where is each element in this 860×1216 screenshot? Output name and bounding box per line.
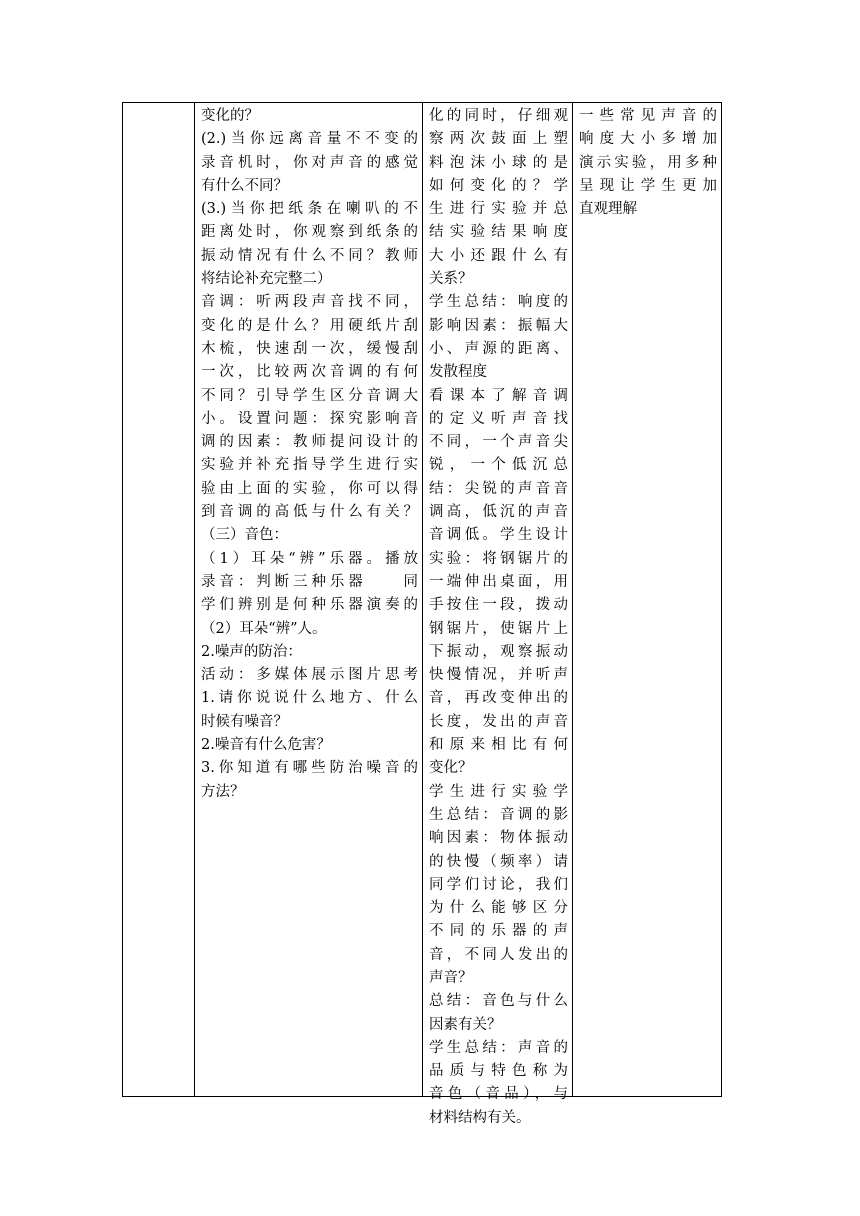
text-line: 木梳，快速刮一次，缓慢刮 — [201, 340, 418, 357]
table-column-student-activity — [423, 103, 573, 1126]
text-line: 变化？ — [429, 760, 473, 777]
text-line: 学们辨别是何种乐器演奏的 — [201, 597, 418, 614]
text-line: 一次，比较两次音调的有何 — [201, 364, 418, 381]
text-line: 一些常见声音的 — [579, 108, 717, 124]
text-line: 影响因素：振幅大 — [429, 317, 568, 334]
text-line: 下振动，观察振动 — [429, 643, 568, 660]
text-line: 有什么不同？ — [201, 177, 288, 194]
text-line: 验由上面的实验，你可以得 — [201, 480, 418, 497]
text-line: (3.)当你把纸条在喇叭的不 — [201, 201, 418, 218]
text-line: 变化的是什么？用硬纸片刮 — [201, 317, 418, 334]
text-line: 钢锯片，使锯片上 — [429, 620, 568, 637]
text-line: 距离处时，你观察到纸条的 — [201, 224, 418, 241]
text-line: 材料结构有关。 — [429, 1109, 531, 1126]
table-column-teacher-activity — [195, 103, 423, 1096]
text-line: 小、声源的距离、 — [429, 340, 568, 357]
text-line: 实验：将钢锯片的 — [429, 550, 568, 567]
text-line: 不同的乐器的声 — [429, 923, 568, 940]
text-line: （三）音色： — [201, 527, 288, 544]
text-line: 察两次鼓面上塑 — [429, 131, 568, 148]
text-line: 音，不同人发出的 — [429, 946, 568, 963]
text-line: 总结：音色与什么 — [429, 993, 568, 1010]
text-line: 声音？ — [429, 969, 473, 986]
text-line: 因素有关？ — [429, 1016, 502, 1033]
text-line: 的快慢（频率）请 — [429, 853, 568, 870]
text-line: 学生总结：响度的 — [429, 294, 568, 311]
text-line: 关系？ — [429, 271, 473, 288]
text-line: 时候有噪音？ — [201, 713, 288, 730]
text-line: 同学们讨论，我们 — [429, 876, 568, 893]
text-line: 变化的？ — [201, 108, 259, 124]
text-line: 不同，一个声音尖 — [429, 434, 568, 451]
text-line: 音，再改变伸出的 — [429, 690, 568, 707]
text-line: 方法？ — [201, 783, 245, 800]
text-line: 录音机时，你对声音的感觉 — [201, 154, 418, 171]
text-line: 结：尖锐的声音音 — [429, 480, 568, 497]
text-line: 到音调的高低与什么有关？ — [201, 504, 418, 521]
text-line: 结实验结果响度 — [429, 224, 568, 241]
text-line: 调的因素：教师提问设计的 — [201, 434, 418, 451]
text-line: 音调低。学生设计 — [429, 527, 568, 544]
text-line: 如何变化的？学 — [429, 177, 568, 194]
text-line: 生进行实验并总 — [429, 201, 568, 218]
text-line: 活动：多媒体展示图片思考 — [201, 667, 418, 684]
text-line: (2.)当你远离音量不不变的 — [201, 131, 418, 148]
student-activity-text — [423, 103, 572, 1130]
teacher-activity-text — [195, 103, 422, 804]
text-line: 学生进行实验学 — [429, 783, 568, 800]
text-line: 和原来相比有何 — [429, 737, 568, 754]
text-line: 调高，低沉的声音 — [429, 504, 568, 521]
text-line: （2）耳朵“辨”人。 — [201, 620, 327, 637]
text-line: 长度，发出的声音 — [429, 713, 568, 730]
text-line: 学生总结：声音的 — [429, 1039, 568, 1056]
text-line: 品质与特色称为 — [429, 1063, 568, 1080]
text-line: 音调：听两段声音找不同， — [201, 294, 418, 311]
text-line: 生总结：音调的影 — [429, 806, 568, 823]
text-line: 2.噪音有什么危害？ — [201, 737, 331, 754]
text-line: 料泡沫小球的是 — [429, 154, 568, 171]
text-line: 一端伸出桌面，用 — [429, 573, 568, 590]
text-line: 锐，一个低沉总 — [429, 457, 568, 474]
text-line: 响因素：物体振动 — [429, 830, 568, 847]
text-line: 大小还跟什么有 — [429, 247, 568, 264]
table-column-design-intent — [573, 103, 721, 1096]
text-line: 2.噪声的防治： — [201, 643, 302, 660]
text-line: 发散程度 — [429, 364, 487, 381]
text-line: 手按住一段，拨动 — [429, 597, 568, 614]
lesson-table — [122, 102, 722, 1126]
text-line: 音色（音品），与 — [429, 1086, 568, 1103]
text-line: 化的同时，仔细观 — [429, 108, 568, 124]
text-line: 录音：判断三种乐器 同 — [201, 573, 418, 590]
table-column-1 — [123, 103, 195, 1096]
text-line: 快慢情况，并听声 — [429, 667, 568, 684]
text-line: 的定义听声音找 — [429, 410, 568, 427]
text-line: 演示实验，用多种 — [579, 154, 717, 171]
text-line: 实验并补充指导学生进行实 — [201, 457, 418, 474]
text-line: 将结论补充完整二） — [201, 271, 332, 288]
text-line: 3.你知道有哪些防治噪音的 — [201, 760, 418, 777]
text-line: 为什么能够区分 — [429, 900, 568, 917]
design-intent-text — [573, 103, 721, 221]
text-line: 看课本了解音调 — [429, 387, 568, 404]
text-line: 呈现让学生更加 — [579, 177, 717, 194]
text-line: 振动情况有什么不同？教师 — [201, 247, 418, 264]
text-line: 直观理解 — [579, 201, 637, 218]
text-line: 1.请你说说什么地方、什么 — [201, 690, 418, 707]
text-line: 小。设置问题：探究影响音 — [201, 410, 418, 427]
text-line: 不同？引导学生区分音调大 — [201, 387, 418, 404]
text-line: 响度大小多增加 — [579, 131, 717, 148]
text-line: （1）耳朵“辨”乐器。播放 — [201, 550, 418, 567]
